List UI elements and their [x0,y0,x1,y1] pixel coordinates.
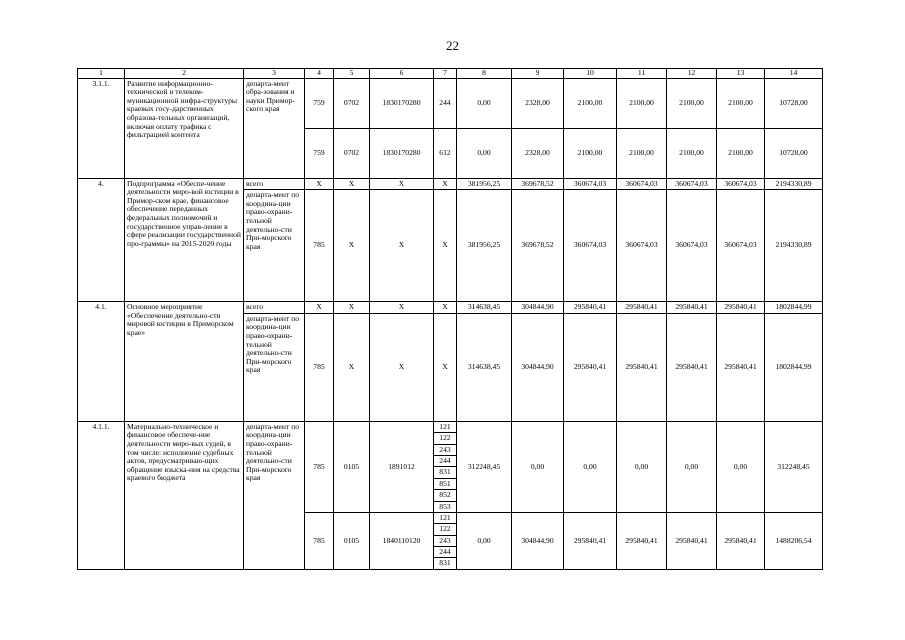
vr-code: 243 [434,445,456,456]
vr-code: 851 [434,479,456,490]
cell-value: 312248,45 [765,421,823,512]
cell-value: 360674,03 [717,178,765,190]
cell-value: 304844,90 [512,313,564,421]
cell-value: 10728,00 [765,128,823,178]
cell-csr: Х [370,302,434,314]
cell-value: 314638,45 [457,313,512,421]
vr-code: 122 [434,433,456,444]
cell-value: 2100,00 [717,128,765,178]
cell-value: 0,00 [564,421,617,512]
cell-grbs: Х [305,302,334,314]
cell-value: 381956,25 [457,178,512,190]
cell-value: 314638,45 [457,302,512,314]
header-cell: 4 [305,69,334,79]
cell-csr: 1840110120 [370,512,434,569]
vr-code: 121 [434,422,456,433]
cell-value: 295840,41 [717,302,765,314]
executor: департа-мент обра-зования и науки Примор-ского края [244,78,305,178]
cell-value: 0,00 [457,512,512,569]
cell-value: 295840,41 [564,313,617,421]
header-cell: 10 [564,69,617,79]
cell-value: 2100,00 [667,128,717,178]
cell-value: 295840,41 [564,512,617,569]
row-name: Материально-техническое и финансовое обеспече-ние деятельности миро-вых судей, в том числе: исполнение судебных актов, предусматриваю-щих обращение взыска-ния на средства краевого бюджета [125,421,244,569]
cell-grbs: 785 [305,190,334,302]
cell-value: 0,00 [457,78,512,128]
cell-csr: Х [370,190,434,302]
cell-grbs: Х [305,178,334,190]
cell-csr: 1830170280 [370,78,434,128]
cell-value: 360674,03 [667,178,717,190]
cell-value: 360674,03 [564,178,617,190]
row-number: 4.1.1. [78,421,125,569]
cell-value: 304844,90 [512,512,564,569]
cell-value: 295840,41 [717,313,765,421]
row-number: 4. [78,178,125,302]
cell-vr: Х [434,313,457,421]
cell-value: 295840,41 [667,313,717,421]
cell-value: 360674,03 [564,190,617,302]
vr-code: 243 [434,536,456,547]
cell-value: 2100,00 [564,128,617,178]
cell-value: 312248,45 [457,421,512,512]
page-number: 22 [446,38,459,53]
row-number: 4.1. [78,302,125,422]
cell-rz: 0702 [334,128,370,178]
vr-code: 244 [434,456,456,467]
vr-code: 122 [434,524,456,535]
cell-value: 369678,52 [512,190,564,302]
cell-value: 295840,41 [617,302,667,314]
header-cell: 3 [244,69,305,79]
cell-value: 304844,90 [512,302,564,314]
cell-grbs: 759 [305,78,334,128]
cell-value: 1802844,99 [765,313,823,421]
cell-value: 295840,41 [617,313,667,421]
table-row [78,78,823,128]
cell-value: 295840,41 [564,302,617,314]
cell-vr: Х [434,178,457,190]
executor: всего [244,178,305,190]
cell-value: 2328,00 [512,128,564,178]
header-cell: 2 [125,69,244,79]
cell-value: 295840,41 [667,302,717,314]
cell-csr: 1891012 [370,421,434,512]
vr-code: 831 [434,467,456,478]
vr-code: 244 [434,547,456,558]
table-row [78,421,823,512]
header-cell: 13 [717,69,765,79]
cell-value: 0,00 [667,421,717,512]
cell-rz: Х [334,313,370,421]
header-cell: 9 [512,69,564,79]
row-number: 3.1.1. [78,78,125,178]
executor: всего [244,302,305,314]
row-name: Подпрограмма «Обеспе-чение деятельности миро-вой юстиции в Примор-ском крае, финансовое обеспечение переданных федеральных полномочий и государственное управ-ление в сфере реализации государственной про-граммы» на 2015-2020 годы [125,178,244,302]
cell-value: 369678,52 [512,178,564,190]
cell-grbs: 785 [305,421,334,512]
cell-csr: 1830170280 [370,128,434,178]
row-name: Развитие информационно-технической и телеком-муникационной инфра-структуры краевых госу-дарственных образова-тельных организаций, включая оплату трафика с фильтрацией контента [125,78,244,178]
header-cell: 12 [667,69,717,79]
executor: департа-мент по координа-ции право-охрани-тельной деятельно-сти При-морского края [244,421,305,569]
cell-value: 295840,41 [667,512,717,569]
table-row [78,178,823,190]
cell-value: 2100,00 [564,78,617,128]
cell-value: 381956,25 [457,190,512,302]
cell-value: 360674,03 [617,178,667,190]
executor: департа-мент по координа-ции право-охрани-тельной деятельно-сти При-морского края [244,313,305,421]
cell-grbs: 785 [305,313,334,421]
cell-value: 360674,03 [617,190,667,302]
vr-code: 853 [439,501,451,511]
cell-grbs: 759 [305,128,334,178]
cell-value: 360674,03 [717,190,765,302]
header-cell: 8 [457,69,512,79]
header-cell: 14 [765,69,823,79]
cell-vr: 244 [434,78,457,128]
cell-csr: Х [370,178,434,190]
cell-value: 1488206,54 [765,512,823,569]
cell-rz: Х [334,190,370,302]
cell-value: 0,00 [717,421,765,512]
cell-value: 360674,03 [667,190,717,302]
budget-table [77,68,823,570]
cell-vr-list [434,512,457,569]
header-cell: 7 [434,69,457,79]
cell-value: 1802844,99 [765,302,823,314]
cell-value: 2100,00 [617,128,667,178]
executor: департа-мент по координа-ции право-охрани-тельной деятельно-сти При-морского края [244,190,305,302]
cell-rz: Х [334,178,370,190]
cell-value: 2194330,89 [765,178,823,190]
cell-rz: 0105 [334,512,370,569]
cell-value: 0,00 [617,421,667,512]
cell-value: 295840,41 [717,512,765,569]
vr-code: 831 [439,558,451,568]
cell-value: 0,00 [512,421,564,512]
row-name: Основное мероприятие «Обеспечение деятельно-сти мировой юстиции в Приморском крае» [125,302,244,422]
cell-value: 10728,00 [765,78,823,128]
cell-vr: Х [434,190,457,302]
cell-csr: Х [370,313,434,421]
cell-value: 0,00 [457,128,512,178]
cell-value: 2194330,89 [765,190,823,302]
cell-rz: 0702 [334,78,370,128]
header-cell: 6 [370,69,434,79]
cell-value: 2100,00 [717,78,765,128]
cell-value: 2328,00 [512,78,564,128]
header-cell: 5 [334,69,370,79]
cell-value: 2100,00 [667,78,717,128]
cell-rz: Х [334,302,370,314]
cell-vr-list [434,421,457,512]
cell-vr: Х [434,302,457,314]
vr-code: 852 [434,490,456,501]
cell-rz: 0105 [334,421,370,512]
table-row [78,302,823,314]
cell-grbs: 785 [305,512,334,569]
cell-vr: 612 [434,128,457,178]
vr-code: 121 [434,513,456,524]
cell-value: 2100,00 [617,78,667,128]
header-row [78,69,823,79]
cell-value: 295840,41 [617,512,667,569]
header-cell: 1 [78,69,125,79]
header-cell: 11 [617,69,667,79]
